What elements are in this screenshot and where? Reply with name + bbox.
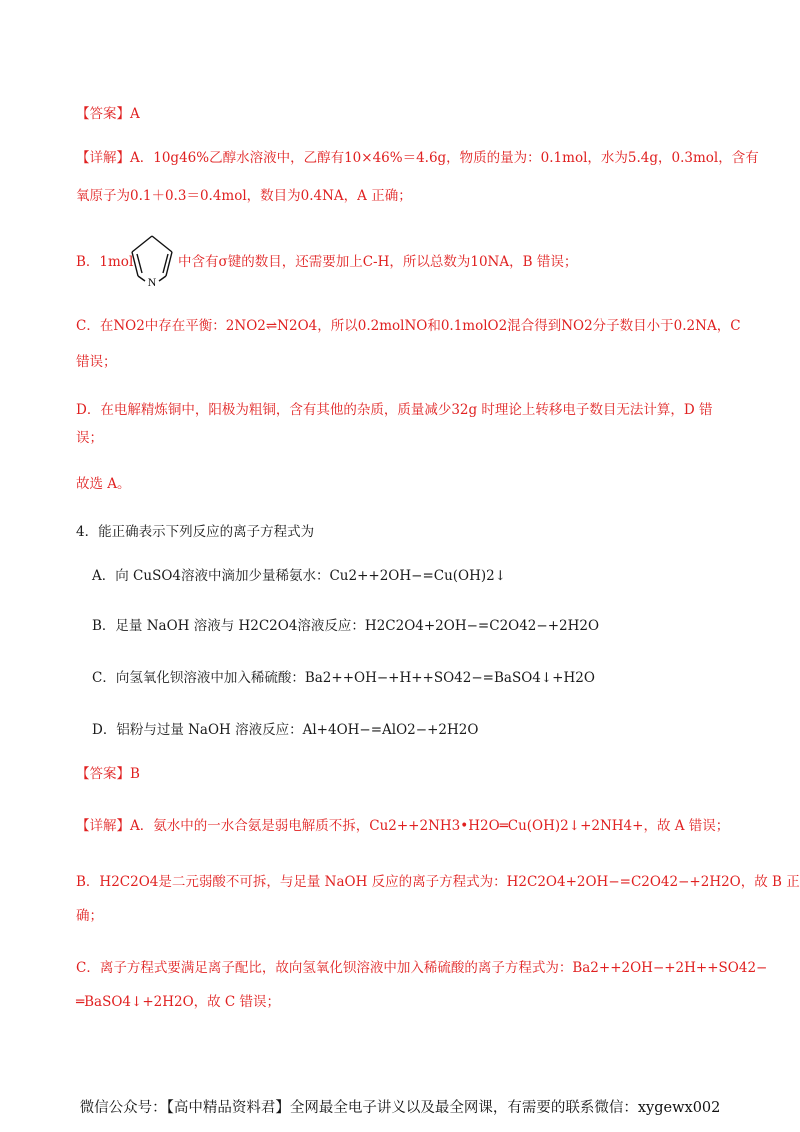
q3-detail-b-prefix: B．1mol xyxy=(76,254,134,270)
q4-answer: 【答案】B xyxy=(76,766,140,782)
q3-detail-a-line1: 【详解】A．10g46%乙醇水溶液中，乙醇有10×46%＝4.6g，物质的量为：0.1mol，水为5.4g，0.3mol，含有 xyxy=(76,150,759,166)
footer-wechat-notice: 微信公众号：【高中精品资料君】全网最全电子讲义以及最全网课，有需要的联系微信：xygewx002 xyxy=(79,1100,721,1116)
q4-detail-b-line2: 确； xyxy=(76,908,103,924)
pyrrole-structure xyxy=(128,232,176,290)
q3-detail-d-line1: D．在电解精炼铜中，阳极为粗铜，含有其他的杂质，质量减少32g 时理论上转移电子数目无法计算，D 错 xyxy=(76,402,713,418)
q4-detail-a: 【详解】A．氨水中的一水合氨是弱电解质不拆，Cu2++2NH3•H2O═Cu(OH)2↓+2NH4+，故 A 错误； xyxy=(76,818,730,834)
q3-detail-a-line2: 氧原子为0.1＋0.3＝0.4mol，数目为0.4NA，A 正确； xyxy=(76,188,412,204)
q3-detail-d-line2: 误； xyxy=(76,430,103,446)
q4-option-c: C．向氢氧化钡溶液中加入稀硫酸：Ba2++OH−+H++SO42−=BaSO4↓+H2O xyxy=(92,670,595,686)
q4-option-b: B．足量 NaOH 溶液与 H2C2O4溶液反应：H2C2O4+2OH−=C2O42−+2H2O xyxy=(92,618,600,634)
q4-stem: 4．能正确表示下列反应的离子方程式为 xyxy=(76,524,315,540)
q3-detail-c-line2: 错误； xyxy=(76,354,117,370)
ring-nitrogen-label: N xyxy=(147,275,157,289)
q4-option-a: A．向 CuSO4溶液中滴加少量稀氨水：Cu2++2OH−=Cu(OH)2↓ xyxy=(92,568,507,584)
q3-detail-c-line1: C．在NO2中存在平衡：2NO2⇌N2O4，所以0.2molNO和0.1molO2混合得到NO2分子数目小于0.2NA，C xyxy=(76,318,741,334)
q4-detail-c-line1: C．离子方程式要满足离子配比，故向氢氧化钡溶液中加入稀硫酸的离子方程式为：Ba2++2OH−+2H++SO42− xyxy=(76,960,768,976)
q3-detail-b-text: 中含有σ键的数目，还需要加上C-H，所以总数为10NA，B 错误； xyxy=(178,254,578,270)
q3-answer: 【答案】A xyxy=(76,106,140,122)
q4-detail-b-line1: B．H2C2O4是二元弱酸不可拆，与足量 NaOH 反应的离子方程式为：H2C2O4+2OH−=C2O42−+2H2O，故 B 正 xyxy=(76,874,800,890)
q4-detail-c-line2: ═BaSO4↓+2H2O，故 C 错误； xyxy=(76,994,281,1010)
q4-option-d: D．铝粉与过量 NaOH 溶液反应：Al+4OH−=AlO2−+2H2O xyxy=(92,722,479,738)
q3-conclusion: 故选 A。 xyxy=(76,476,131,492)
